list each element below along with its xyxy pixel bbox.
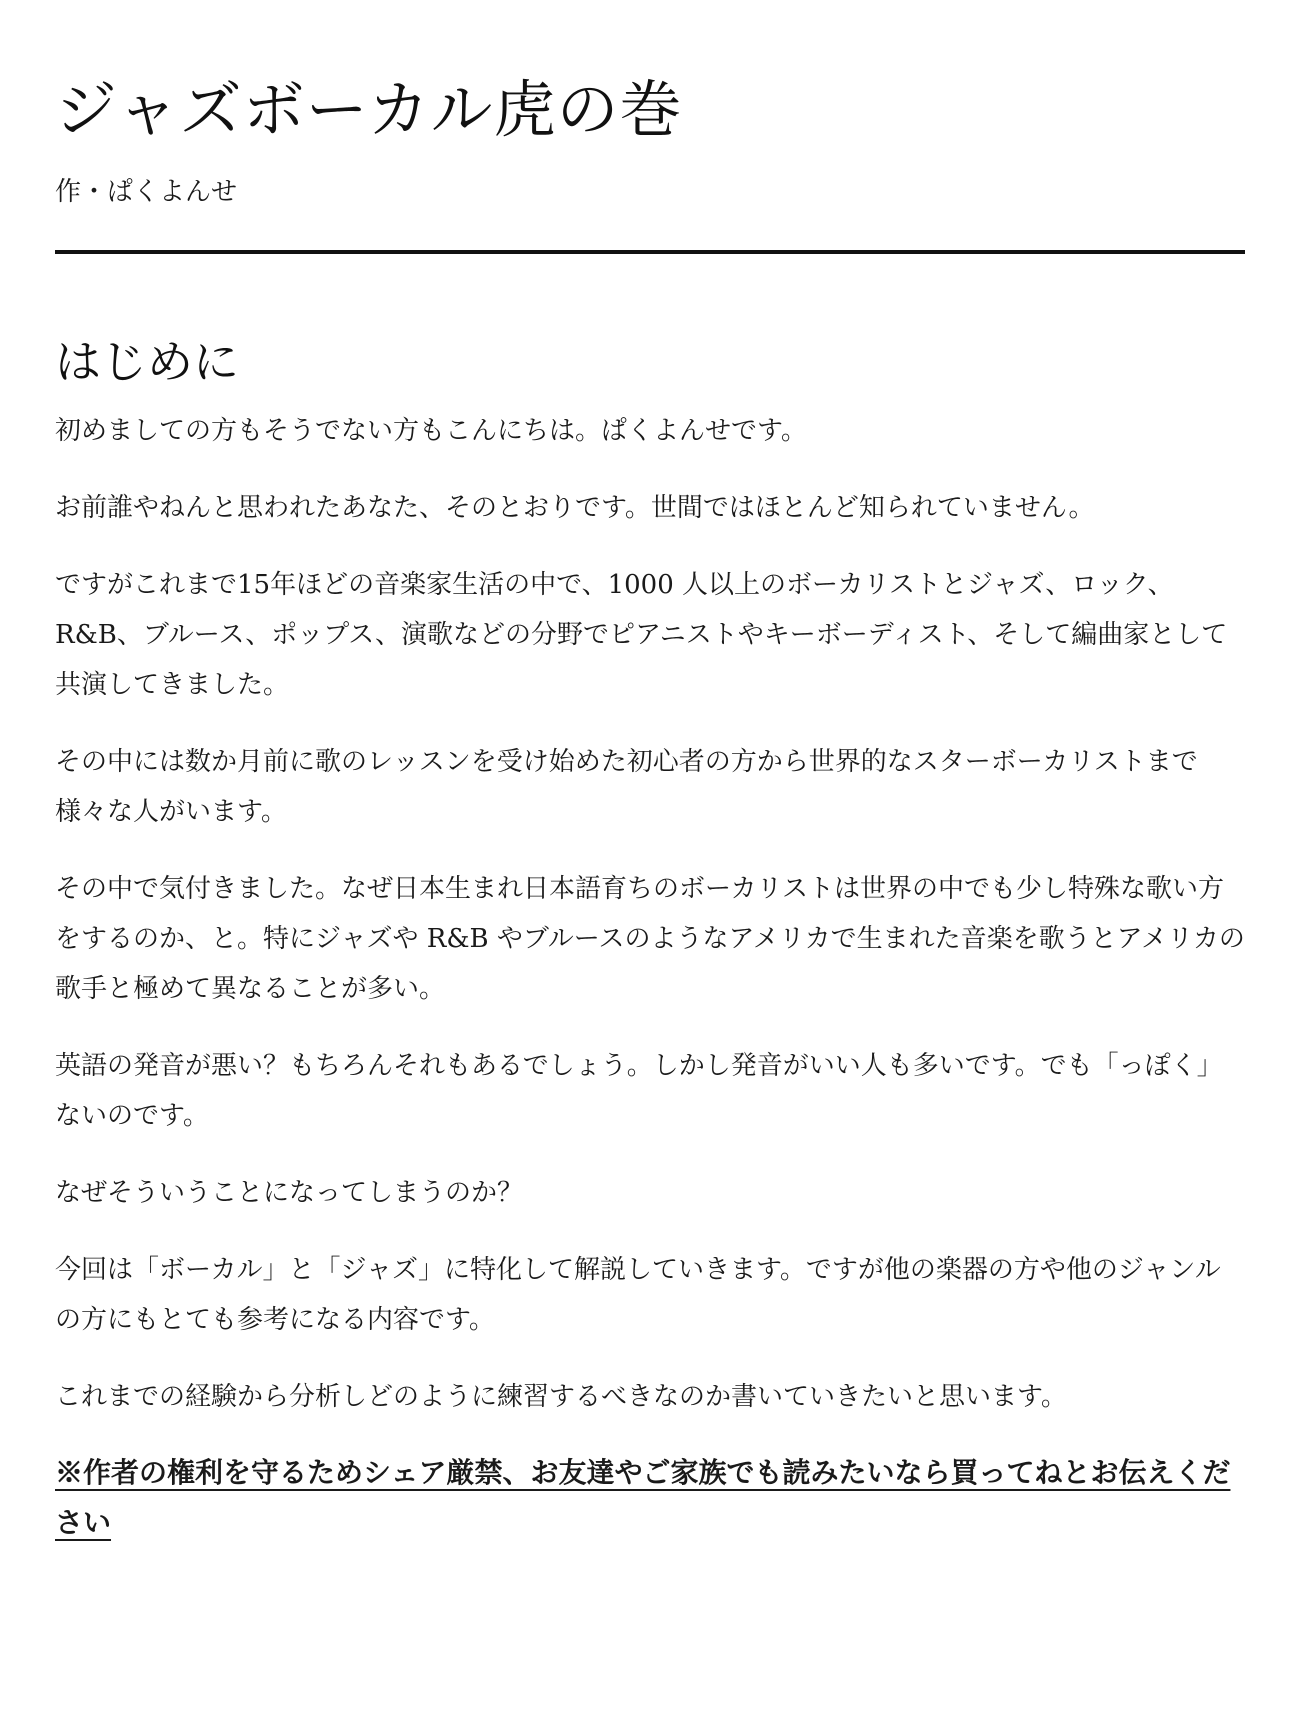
paragraph: その中には数か月前に歌のレッスンを受け始めた初心者の方から世界的なスターボーカリストまで様々な人がいます。 (55, 747, 1198, 827)
paragraph: なぜそういうことになってしまうのか？ (55, 1178, 524, 1208)
document-page (55, 60, 1245, 1548)
paragraph: 英語の発音が悪い？もちろんそれもあるでしょう。しかし発音がいい人も多いです。でも「っぽく」ないのです。 (55, 1051, 1223, 1131)
paragraph: 初めましての方もそうでない方もこんにちは。ぱくよんせです。 (55, 416, 807, 446)
copyright-notice: ※作者の権利を守るためシェア厳禁、お友達やご家族でも読みたいなら買ってねとお伝えください (55, 1456, 1231, 1539)
title-divider (55, 250, 1245, 254)
paragraph: お前誰やねんと思われたあなた、そのとおりです。世間ではほとんど知られていません。 (55, 493, 1095, 523)
document-title: ジャズボーカル虎の巻 (55, 73, 683, 146)
paragraph: 今回は「ボーカル」と「ジャズ」に特化して解説していきます。ですが他の楽器の方や他のジャンルの方にもとても参考になる内容です。 (55, 1255, 1221, 1335)
paragraph: ですがこれまで15年ほどの音楽家生活の中で、1000 人以上のボーカリストとジャズ、ロック、R&B、ブルース、ポップス、演歌などの分野でピアニストやキーボーディスト、そして編曲家として共演してきました。 (55, 570, 1228, 700)
paragraph: これまでの経験から分析しどのように練習するべきなのか書いていきたいと思います。 (55, 1382, 1067, 1412)
section-heading: はじめに (55, 335, 239, 389)
section-body (55, 406, 1245, 1422)
paragraph: その中で気付きました。なぜ日本生まれ日本語育ちのボーカリストは世界の中でも少し特殊な歌い方をするのか、と。特にジャズや R&B やブルースのようなアメリカで生まれた音楽を歌うとアメリカの歌手と極めて異なることが多い。 (55, 874, 1245, 1004)
document-author: 作・ぱくよんせ (55, 177, 238, 207)
